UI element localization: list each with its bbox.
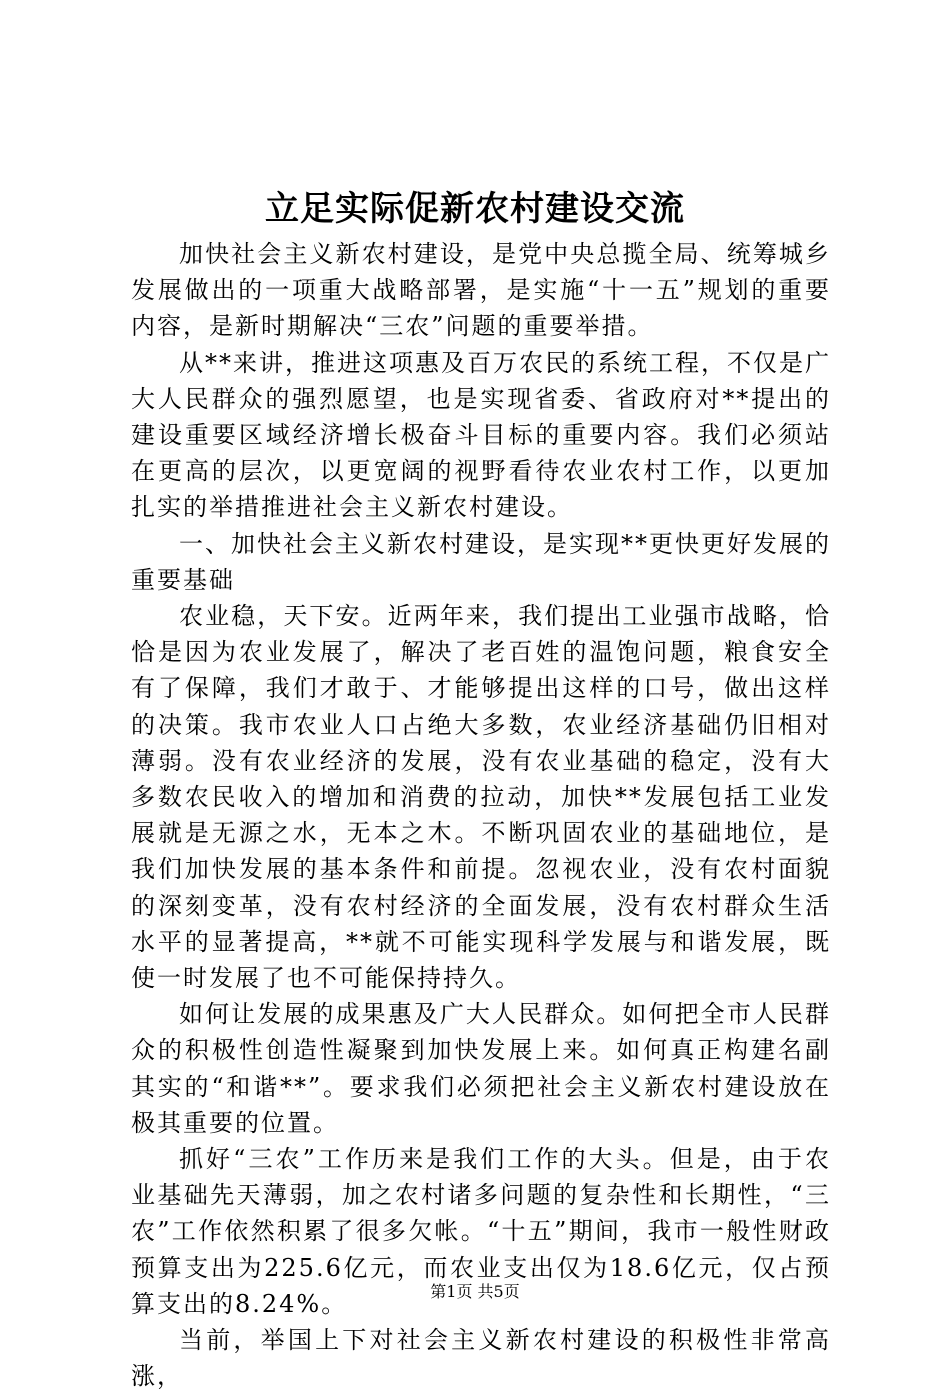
document-title: 立足实际促新农村建设交流 bbox=[265, 189, 685, 229]
page-footer: 第1页 共5页 bbox=[430, 1282, 520, 1301]
document-body bbox=[131, 236, 831, 1395]
paragraph-sannong-work: 抓好“三农”工作历来是我们工作的大头。但是，由于农业基础先天薄弱，加之农村诸多问题的复杂性和长期性，“三农”工作依然积累了很多欠帐。“十五”期间，我市一般性财政预算支出为225.6亿元，而农业支出仅为18.6亿元，仅占预算支出的8.24%。 bbox=[131, 1145, 831, 1318]
paragraph-intro: 加快社会主义新农村建设，是党中央总揽全局、统筹城乡发展做出的一项重大战略部署，是实施“十一五”规划的重要内容，是新时期解决“三农”问题的重要举措。 bbox=[131, 240, 831, 341]
section-heading-one: 一、加快社会主义新农村建设，是实现**更快更好发展的重要基础 bbox=[131, 529, 831, 594]
paragraph-local-context: 从**来讲，推进这项惠及百万农民的系统工程，不仅是广大人民群众的强烈愿望，也是实现省委、省政府对**提出的建设重要区域经济增长极奋斗目标的重要内容。我们必须站在更高的层次，以更宽阔的视野看待农业农村工作，以更加扎实的举措推进社会主义新农村建设。 bbox=[131, 348, 831, 522]
paragraph-benefit-people: 如何让发展的成果惠及广大人民群众。如何把全市人民群众的积极性创造性凝聚到加快发展上来。如何真正构建名副其实的“和谐**”。要求我们必须把社会主义新农村建设放在极其重要的位置。 bbox=[131, 1000, 831, 1137]
paragraph-current-enthusiasm: 当前，举国上下对社会主义新农村建设的积极性非常高涨， bbox=[131, 1326, 831, 1391]
paragraph-agriculture-foundation: 农业稳，天下安。近两年来，我们提出工业强市战略，恰恰是因为农业发展了，解决了老百姓的温饱问题，粮食安全有了保障，我们才敢于、才能够提出这样的口号，做出这样的决策。我市农业人口占绝大多数，农业经济基础仍旧相对薄弱。没有农业经济的发展，没有农业基础的稳定，没有大多数农民收入的增加和消费的拉动，加快**发展包括工业发展就是无源之水，无本之木。不断巩固农业的基础地位，是我们加快发展的基本条件和前提。忽视农业，没有农村面貌的深刻变革，没有农村经济的全面发展，没有农村群众生活水平的显著提高，**就不可能实现科学发展与和谐发展，既使一时发展了也不可能保持持久。 bbox=[131, 602, 831, 993]
